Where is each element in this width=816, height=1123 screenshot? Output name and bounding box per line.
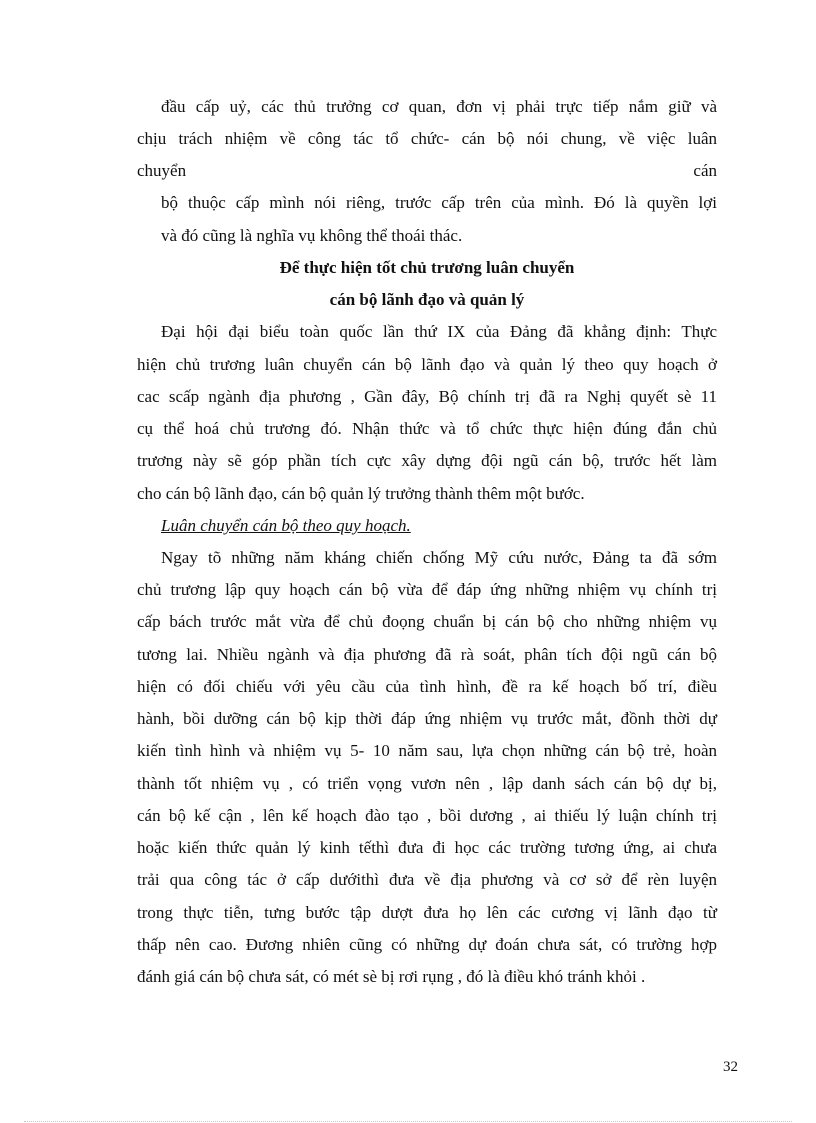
text-line: cấp bách trước mắt vừa để chủ đoọng chuẩn bị cán bộ cho những nhiệm vụ: [137, 612, 717, 631]
text-line: hiện chủ trương luân chuyển cán bộ lãnh đạo và quản lý theo quy hoạch ở: [137, 355, 717, 374]
text-line: bộ thuộc cấp mình nói riêng, trước cấp trên của mình. Đó là quyền lợi: [161, 193, 717, 212]
split-left-word: chuyển: [137, 161, 187, 180]
text-line: Đại hội đại biểu toàn quốc lần thứ IX của Đảng đã khẳng định: Thực: [161, 322, 717, 341]
section-heading: Để thực hiện tốt chủ trương luân chuyển: [279, 258, 575, 277]
footer-divider: [24, 1121, 792, 1122]
text-line: đánh giá cán bộ chưa sát, có mét sè bị rơi rụng , đó là điều khó tránh khỏi .: [137, 967, 646, 986]
text-line: hoặc kiến thức quản lý kinh tếthì đưa đi học các trường tương ứng, ai chưa: [137, 838, 717, 857]
page-number: 32: [723, 1059, 738, 1075]
text-line: thành tốt nhiệm vụ , có triển vọng vươn nên , lập danh sách cán bộ dự bị,: [137, 774, 717, 793]
split-right-word: cán: [693, 161, 717, 180]
text-line: tương lai. Nhiều ngành và địa phương đã rà soát, phân tích đội ngũ cán bộ: [137, 645, 717, 664]
text-line: chủ trương lập quy hoạch cán bộ vừa để đáp ứng những nhiệm vụ chính trị: [137, 580, 717, 599]
text-line: cụ thể hoá chủ trương đó. Nhận thức và tổ chức thực hiện đúng đắn chủ: [137, 419, 717, 438]
text-line: và đó cũng là nghĩa vụ không thể thoái thác.: [161, 226, 463, 245]
text-line: cac scấp ngành địa phương , Gần đây, Bộ chính trị đã ra Nghị quyết sè 11: [137, 387, 717, 406]
text-line: trải qua công tác ở cấp dướithì đưa về địa phương và cơ sở để rèn luyện: [137, 870, 717, 889]
text-line: hiện có đối chiếu với yêu cầu của tình hình, đề ra kế hoạch bố trí, điều: [137, 677, 717, 696]
text-line: thấp nên cao. Đương nhiên cũng có những dự đoán chưa sát, có trường hợp: [137, 935, 717, 954]
text-line: trương này sẽ góp phần tích cực xây dựng đội ngũ cán bộ, trước hết làm: [137, 451, 717, 470]
text-line: cán bộ kế cận , lên kế hoạch đào tạo , bồi dương , ai thiếu lý luận chính trị: [137, 806, 717, 825]
text-line: đầu cấp uỷ, các thủ trưởng cơ quan, đơn vị phải trực tiếp nắm giữ và: [161, 97, 717, 116]
text-line: trong thực tiễn, tưng bước tập dượt đưa họ lên các cương vị lãnh đạo từ: [137, 903, 717, 922]
text-line-split: [137, 161, 717, 181]
subheading: Luân chuyển cán bộ theo quy hoạch.: [161, 516, 411, 535]
section-heading: cán bộ lãnh đạo và quản lý: [329, 290, 525, 309]
text-line: hành, bồi dưỡng cán bộ kịp thời đáp ứng nhiệm vụ trước mắt, đồnh thời dự: [137, 709, 717, 728]
text-line: kiến tình hình và nhiệm vụ 5- 10 năm sau, lựa chọn những cán bộ trẻ, hoàn: [137, 741, 717, 760]
text-line: chịu trách nhiệm về công tác tổ chức- cán bộ nói chung, về việc luân: [137, 129, 717, 148]
text-line: Ngay tõ những năm kháng chiến chống Mỹ cứu nước, Đảng ta đã sớm: [161, 548, 717, 567]
text-line: cho cán bộ lãnh đạo, cán bộ quản lý trưởng thành thêm một bước.: [137, 484, 585, 503]
